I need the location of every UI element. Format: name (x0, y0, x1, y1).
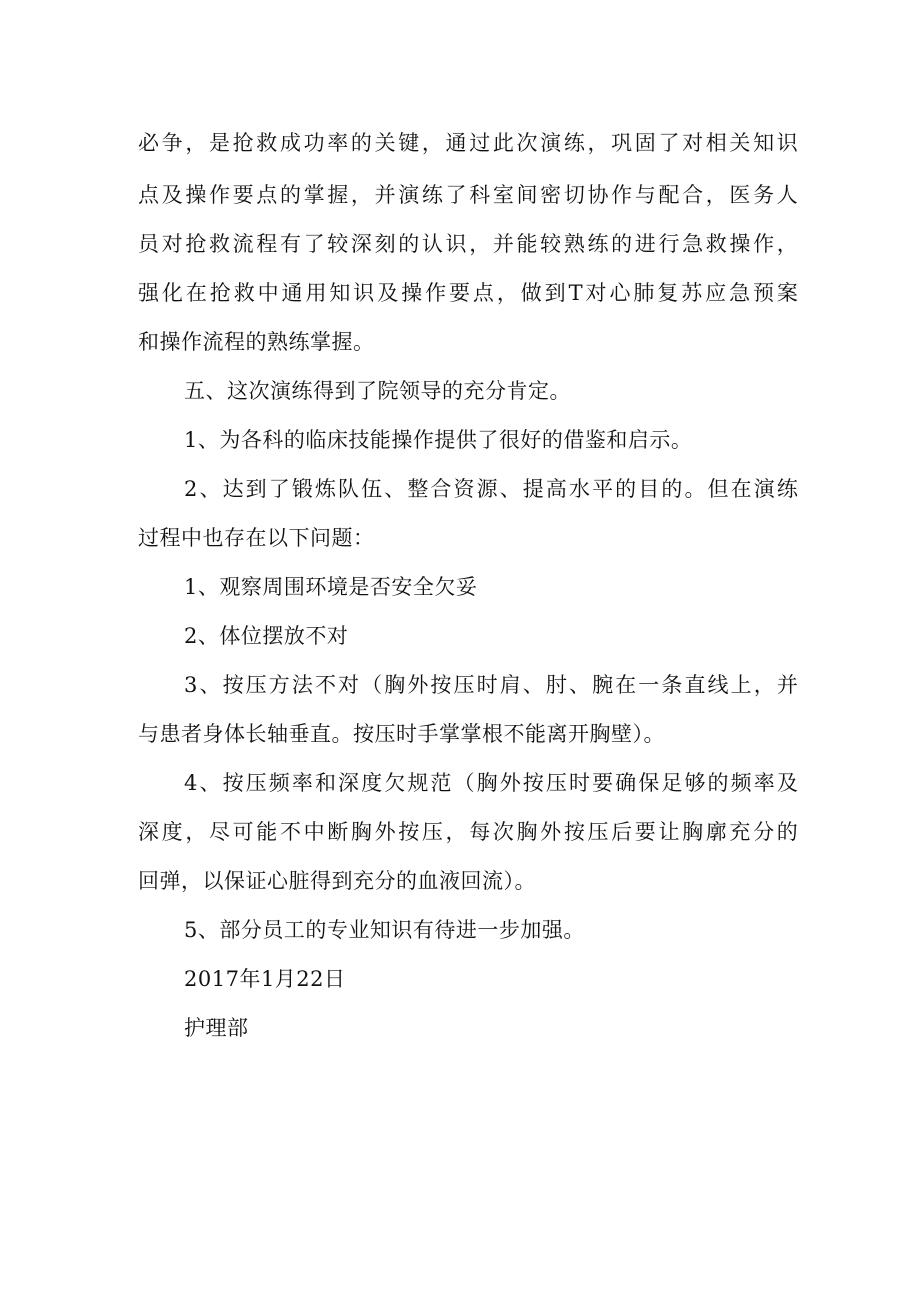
document-date: 2017年1月22日 (184, 967, 346, 991)
section-heading-five: 五、这次演练得到了院领导的充分肯定。 (184, 379, 571, 403)
list-item-2-line-1: 2 、 达 到 了 锻 炼 队 伍 、 整 合 资 源 、 提 高 水 平 的 目 的 。 但 在 演 练 (184, 477, 798, 501)
problem-item-5: 5、部分员工的专业知识有待进一步加强。 (184, 918, 585, 942)
body-line-2: 点 及 操 作 要 点 的 掌 握 ， 并 演 练 了 科 室 间 密 切 协 作 与 配 合 ， 医 务 人 (138, 183, 798, 207)
body-line-4: 强 化 在 抢 救 中 通 用 知 识 及 操 作 要 点 ， 做 到 T 对 心 肺 复 苏 应 急 预 案 (138, 281, 798, 305)
document-signature-department: 护理部 (184, 1016, 249, 1040)
problem-item-4-line-1: 4 、 按 压 频 率 和 深 度 欠 规 范 （ 胸 外 按 压 时 要 确 保 足 够 的 频 率 及 (184, 771, 798, 795)
body-line-5: 和操作流程的熟练掌握。 (138, 330, 375, 354)
body-line-3: 员 对 抢 救 流 程 有 了 较 深 刻 的 认 识 ， 并 能 较 熟 练 的 进 行 急 救 操 作 ， (138, 232, 798, 256)
problem-item-2: 2、体位摆放不对 (184, 624, 349, 648)
problem-item-3-line-2: 与患者身体长轴垂直。按压时手掌掌根不能离开胸壁）。 (138, 722, 665, 746)
list-item-1: 1、为各科的临床技能操作提供了很好的借鉴和启示。 (184, 428, 693, 452)
problem-item-4-line-3: 回弹，以保证心脏得到充分的血液回流）。 (138, 869, 536, 893)
problem-item-3-line-1: 3 、 按 压 方 法 不 对 （ 胸 外 按 压 时 肩 、 肘 、 腕 在 一 条 直 线 上 ， 并 (184, 673, 798, 697)
problem-item-4-line-2: 深 度 ， 尽 可 能 不 中 断 胸 外 按 压 ， 每 次 胸 外 按 压 后 要 让 胸 廓 充 分 的 (138, 820, 798, 844)
problem-item-1: 1、观察周围环境是否安全欠妥 (184, 575, 478, 599)
list-item-2-line-2: 过程中也存在以下问题： (138, 526, 375, 550)
body-line-1: 必 争 ， 是 抢 救 成 功 率 的 关 键 ， 通 过 此 次 演 练 ， 巩 固 了 对 相 关 知 识 (138, 131, 798, 155)
